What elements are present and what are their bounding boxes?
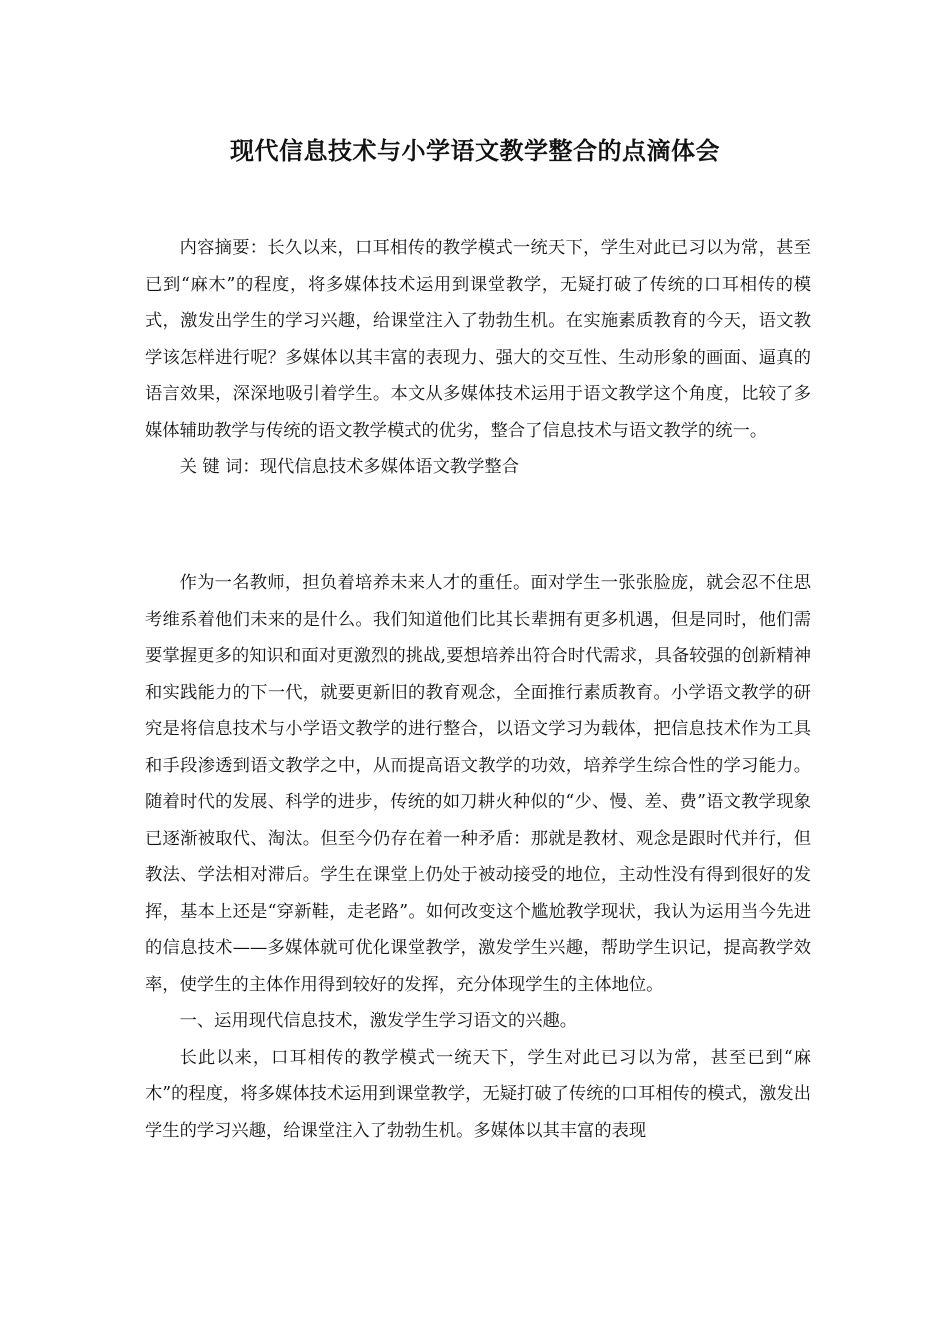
- abstract-section: [145, 230, 811, 486]
- keywords-label: 关 键 词：: [179, 457, 260, 477]
- abstract-text: 长久以来，口耳相传的教学模式一统天下，学生对此已习以为常，甚至已到“麻木”的程度，将多媒体技术运用到课堂教学，无疑打破了传统的口耳相传的模式，激发出学生的学习兴趣，给课堂注入了勃勃生机。在实施素质教育的今天，语文教学该怎样进行呢？多媒体以其丰富的表现力、强大的交互性、生动形象的画面、逼真的语言效果，深深地吸引着学生。本文从多媒体技术运用于语文教学这个角度，比较了多媒体辅助教学与传统的语文教学模式的优劣，整合了信息技术与语文教学的统一。: [145, 238, 811, 441]
- abstract-paragraph: [145, 230, 811, 449]
- keyword: 语文教学: [415, 457, 485, 477]
- abstract-label: 内容摘要：: [179, 238, 268, 258]
- body-paragraph: 长此以来，口耳相传的教学模式一统天下，学生对此已习以为常，甚至已到“麻木”的程度，将多媒体技术运用到课堂教学，无疑打破了传统的口耳相传的模式，激发出学生的学习兴趣，给课堂注入了勃勃生机。多媒体以其丰富的表现: [145, 1047, 811, 1141]
- main-body: [145, 565, 811, 1149]
- keyword: 多媒体: [363, 457, 416, 477]
- body-paragraph: 作为一名教师，担负着培养未来人才的重任。面对学生一张张脸庞，就会忍不住思考维系着他们未来的是什么。我们知道他们比其长辈拥有更多机遇，但是同时，他们需要掌握更多的知识和面对更激烈的挑战,要想培养出符合时代需求，具备较强的创新精神和实践能力的下一代，就要更新旧的教育观念，全面推行素质教育。小学语文教学的研究是将信息技术与小学语文教学的进行整合，以语文学习为载体，把信息技术作为工具和手段渗透到语文教学之中，从而提高语文教学的功效，培养学生综合性的学习能力。随着时代的发展、科学的进步，传统的如刀耕火种似的“少、慢、差、费”语文教学现象已逐渐被取代、淘汰。但至今仍存在着一种矛盾：那就是教材、观念是跟时代并行，但教法、学法相对滞后。学生在课堂上仍处于被动接受的地位，主动性没有得到很好的发挥，基本上还是“穿新鞋，走老路”。如何改变这个尴尬教学现状，我认为运用当今先进的信息技术——多媒体就可优化课堂教学，激发学生兴趣，帮助学生识记，提高教学效率，使学生的主体作用得到较好的发挥，充分体现学生的主体地位。: [145, 573, 811, 995]
- document-title: 现代信息技术与小学语文教学整合的点滴体会: [230, 136, 720, 165]
- section-heading: 一、运用现代信息技术，激发学生学习语文的兴趣。: [179, 1011, 578, 1031]
- keyword: 现代信息技术: [259, 457, 364, 477]
- keywords-line: [145, 449, 811, 486]
- keyword: 整合: [484, 457, 519, 477]
